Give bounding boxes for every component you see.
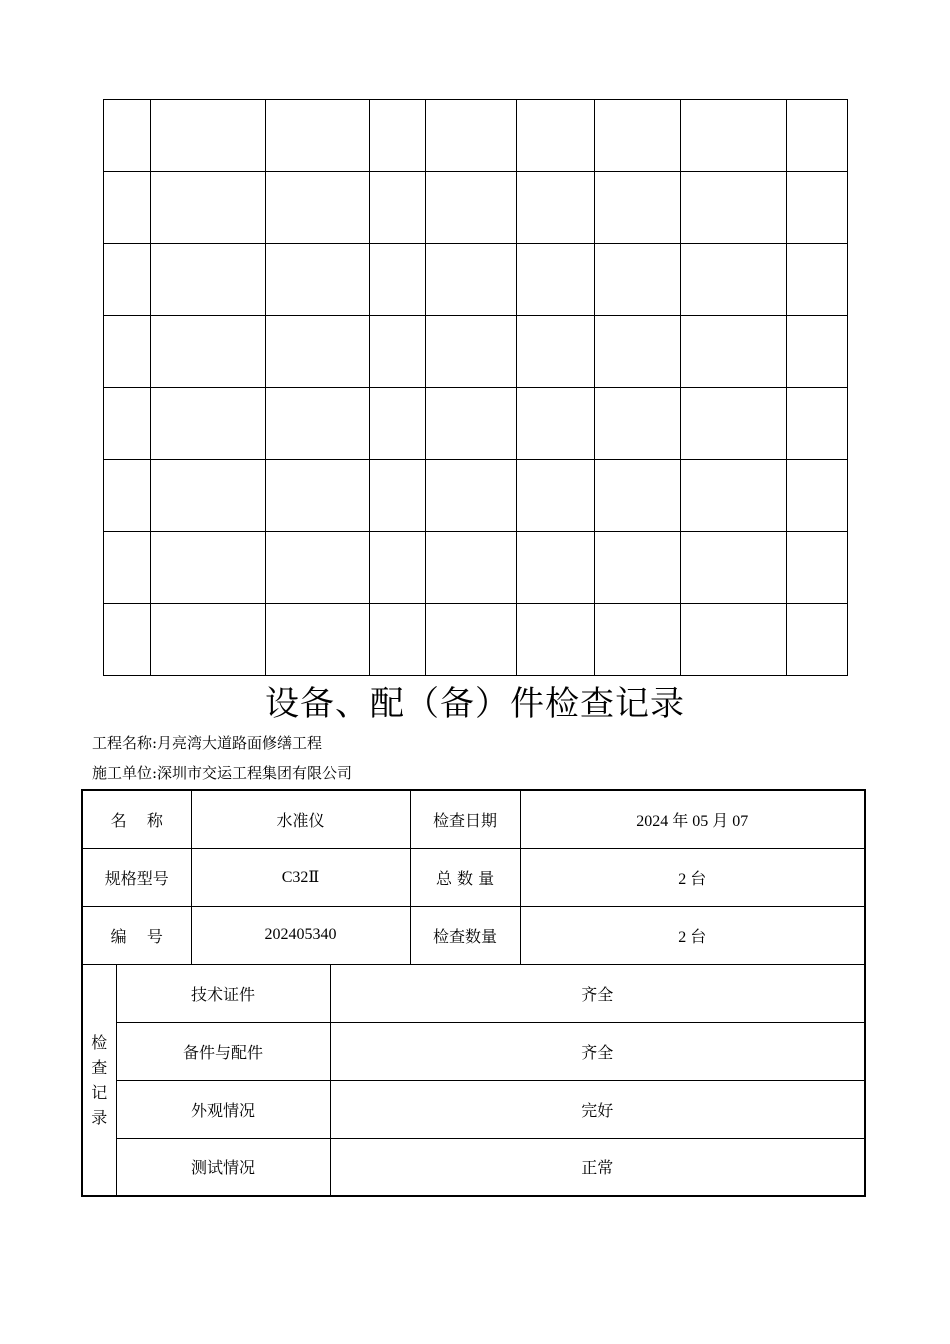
empty-grid-cell [104, 100, 151, 172]
empty-grid-cell [104, 460, 151, 532]
empty-grid-row [104, 244, 848, 316]
empty-grid-cell [266, 316, 370, 388]
empty-grid-cell [681, 532, 787, 604]
serial-label: 编 号 [82, 906, 191, 964]
empty-grid-row [104, 388, 848, 460]
empty-grid-cell [595, 532, 681, 604]
model-label: 规格型号 [82, 848, 191, 906]
inspection-item-label: 外观情况 [116, 1080, 330, 1138]
empty-grid-cell [370, 172, 426, 244]
empty-grid-cell [595, 172, 681, 244]
empty-grid-cell [370, 388, 426, 460]
section-char: 查 [91, 1057, 108, 1077]
empty-grid-cell [426, 388, 517, 460]
empty-grid-cell [266, 100, 370, 172]
total-qty-value: 2 台 [520, 848, 865, 906]
inspection-item-value: 完好 [330, 1080, 865, 1138]
section-char: 记 [91, 1082, 108, 1102]
empty-grid-cell [787, 244, 848, 316]
empty-grid-cell [104, 532, 151, 604]
empty-grid-cell [266, 388, 370, 460]
empty-grid-cell [266, 532, 370, 604]
empty-grid-cell [517, 460, 595, 532]
empty-grid-row [104, 532, 848, 604]
empty-grid-cell [681, 244, 787, 316]
empty-grid-cell [151, 172, 266, 244]
empty-grid-cell [681, 100, 787, 172]
empty-grid-cell [681, 604, 787, 676]
empty-grid-cell [426, 100, 517, 172]
empty-grid-cell [517, 604, 595, 676]
table-row [82, 906, 865, 964]
empty-grid-table [103, 99, 848, 676]
empty-grid-cell [426, 316, 517, 388]
empty-grid-cell [104, 388, 151, 460]
empty-grid-cell [595, 460, 681, 532]
table-row [82, 1080, 865, 1138]
inspection-item-value: 齐全 [330, 1022, 865, 1080]
inspection-item-value: 齐全 [330, 964, 865, 1022]
empty-grid-row [104, 172, 848, 244]
empty-grid-cell [426, 172, 517, 244]
name-value: 水准仪 [191, 790, 410, 848]
empty-grid-cell [517, 316, 595, 388]
empty-grid-cell [517, 244, 595, 316]
empty-grid-cell [370, 100, 426, 172]
empty-grid-cell [266, 244, 370, 316]
empty-grid-cell [151, 604, 266, 676]
empty-grid-cell [370, 604, 426, 676]
empty-grid-cell [426, 244, 517, 316]
table-row [82, 1138, 865, 1196]
empty-grid-cell [787, 172, 848, 244]
empty-grid-cell [104, 172, 151, 244]
table-row [82, 790, 865, 848]
empty-grid-cell [151, 460, 266, 532]
model-value: C32Ⅱ [191, 848, 410, 906]
empty-grid-cell [681, 460, 787, 532]
empty-grid-row [104, 100, 848, 172]
empty-grid-cell [681, 172, 787, 244]
empty-grid-cell [787, 100, 848, 172]
empty-grid-cell [370, 532, 426, 604]
empty-grid-cell [787, 604, 848, 676]
empty-grid-row [104, 604, 848, 676]
empty-grid-cell [266, 460, 370, 532]
empty-grid-cell [517, 388, 595, 460]
empty-grid-row [104, 316, 848, 388]
check-qty-label: 检查数量 [410, 906, 520, 964]
project-name: 工程名称:月亮湾大道路面修缮工程 [92, 734, 323, 752]
empty-grid-cell [787, 532, 848, 604]
empty-grid-cell [595, 604, 681, 676]
empty-grid-cell [104, 316, 151, 388]
empty-grid-cell [104, 604, 151, 676]
empty-grid-cell [151, 316, 266, 388]
empty-grid-cell [787, 316, 848, 388]
empty-grid-cell [787, 388, 848, 460]
section-char: 录 [91, 1107, 108, 1127]
total-qty-label: 总 数 量 [410, 848, 520, 906]
inspection-item-label: 技术证件 [116, 964, 330, 1022]
empty-grid-cell [151, 244, 266, 316]
empty-grid-cell [370, 244, 426, 316]
empty-grid-cell [595, 244, 681, 316]
empty-grid-cell [681, 316, 787, 388]
empty-grid-cell [595, 100, 681, 172]
empty-grid-cell [517, 172, 595, 244]
table-row [82, 848, 865, 906]
empty-grid-cell [151, 532, 266, 604]
inspection-item-value: 正常 [330, 1138, 865, 1196]
page-title: 设备、配（备）件检查记录 [265, 684, 685, 724]
inspection-item-label: 测试情况 [116, 1138, 330, 1196]
empty-grid-cell [426, 460, 517, 532]
name-label: 名 称 [82, 790, 191, 848]
empty-grid-cell [517, 100, 595, 172]
check-date-value: 2024 年 05 月 07 [520, 790, 865, 848]
empty-grid-cell [681, 388, 787, 460]
serial-value: 202405340 [191, 906, 410, 964]
empty-grid-cell [104, 244, 151, 316]
empty-grid-cell [595, 388, 681, 460]
empty-grid-row [104, 460, 848, 532]
empty-grid-cell [426, 604, 517, 676]
table-row [82, 964, 865, 1022]
construction-unit: 施工单位:深圳市交运工程集团有限公司 [92, 764, 353, 782]
empty-grid-cell [151, 100, 266, 172]
inspection-section-label [82, 964, 116, 1196]
empty-grid-cell [426, 532, 517, 604]
section-char: 检 [91, 1032, 108, 1052]
empty-grid-cell [595, 316, 681, 388]
empty-grid-cell [370, 460, 426, 532]
empty-grid-cell [370, 316, 426, 388]
table-row [82, 1022, 865, 1080]
empty-grid-cell [151, 388, 266, 460]
empty-grid-cell [266, 604, 370, 676]
empty-grid-cell [517, 532, 595, 604]
empty-grid-cell [787, 460, 848, 532]
inspection-record-table [81, 789, 866, 1197]
check-date-label: 检查日期 [410, 790, 520, 848]
empty-grid-cell [266, 172, 370, 244]
inspection-item-label: 备件与配件 [116, 1022, 330, 1080]
check-qty-value: 2 台 [520, 906, 865, 964]
